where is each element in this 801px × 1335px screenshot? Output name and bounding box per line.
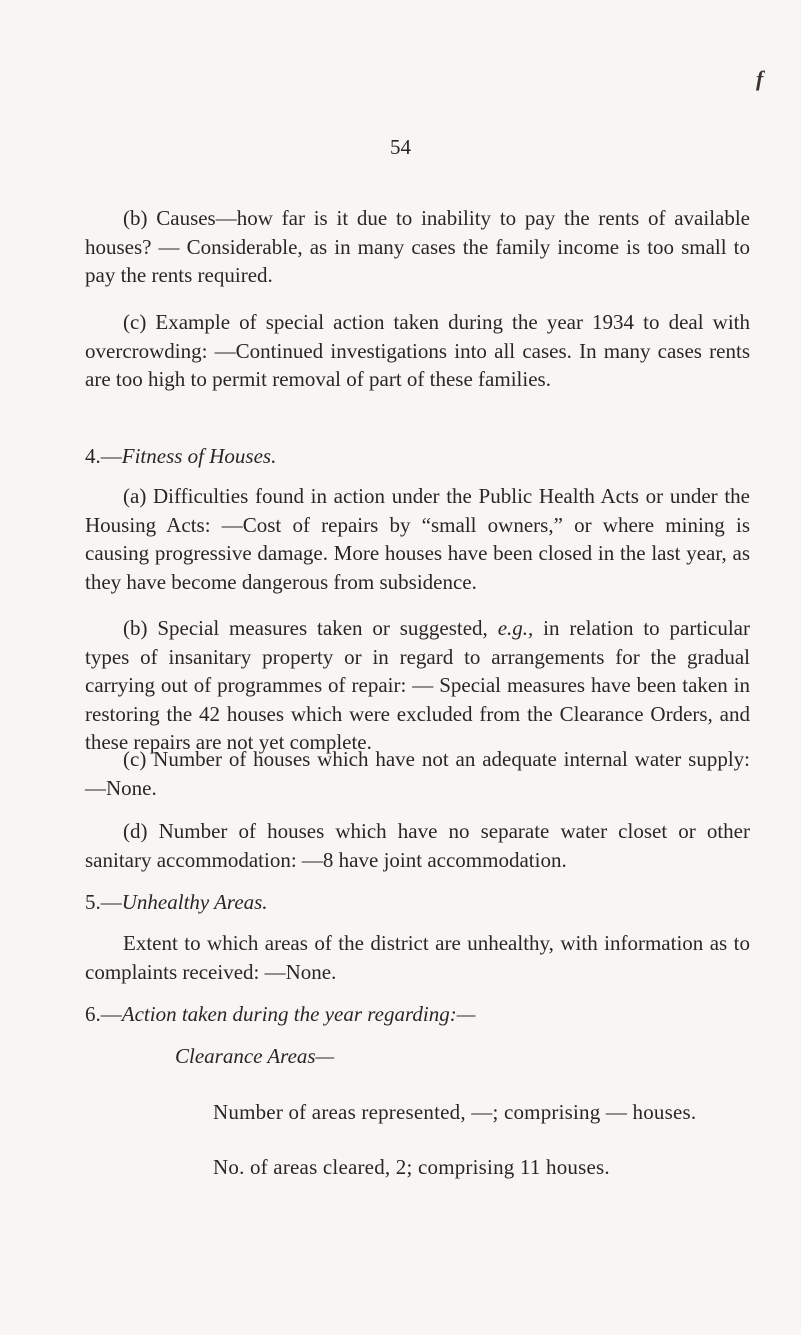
section-6-number: 6.— <box>85 1002 122 1026</box>
para-4b-prefix: (b) Special measures taken or suggested, <box>123 616 498 640</box>
section-5-heading <box>85 888 268 916</box>
para-5: Extent to which areas of the district are unhealthy, with information as to complaints received: —None. <box>85 931 750 984</box>
page-number: 54 <box>390 135 411 159</box>
section-4-number: 4.— <box>85 444 122 468</box>
para-3c: (c) Example of special action taken during the year 1934 to deal with overcrowding: —Continued investigations into all cases. In many cases rents are too high to permit removal of part of these families. <box>85 310 750 391</box>
para-4b-eg: e.g., <box>497 616 534 640</box>
section-6-heading <box>85 1000 475 1028</box>
section-4-title: Fitness of Houses. <box>121 444 277 468</box>
clearance-areas-subheading: Clearance Areas— <box>175 1044 335 1068</box>
para-4b-rest: in relation to particular types of insanitary property or in regard to arrangements for the gradual carrying out of programmes of repair: — Special measures have been taken in restoring the 42 houses which were excluded from the Clearance Orders, and these repairs are not yet complete. <box>85 616 750 754</box>
areas-represented-line: Number of areas represented, —; comprising — houses. <box>213 1100 697 1124</box>
section-5-number: 5.— <box>85 890 122 914</box>
section-6-title: Action taken during the year regarding:— <box>121 1002 476 1026</box>
para-4b <box>85 614 750 757</box>
areas-cleared-line: No. of areas cleared, 2; comprising 11 houses. <box>213 1155 610 1179</box>
section-4-heading <box>85 442 276 470</box>
para-4c: (c) Number of houses which have not an adequate internal water supply: —None. <box>85 747 750 800</box>
corner-mark: f <box>756 66 764 91</box>
para-4d: (d) Number of houses which have no separate water closet or other sanitary accommodation: —8 have joint accommodation. <box>85 819 750 872</box>
para-4a: (a) Difficulties found in action under the Public Health Acts or under the Housing Acts: —Cost of repairs by “small owners,” or where mining is causing progressive damage. More houses have been closed in the last year, as they have become dangerous from subsidence. <box>85 484 750 594</box>
para-3b: (b) Causes—how far is it due to inability to pay the rents of available houses? — Considerable, as in many cases the family income is too small to pay the rents required. <box>85 206 750 287</box>
section-5-title: Unhealthy Areas. <box>121 890 268 914</box>
